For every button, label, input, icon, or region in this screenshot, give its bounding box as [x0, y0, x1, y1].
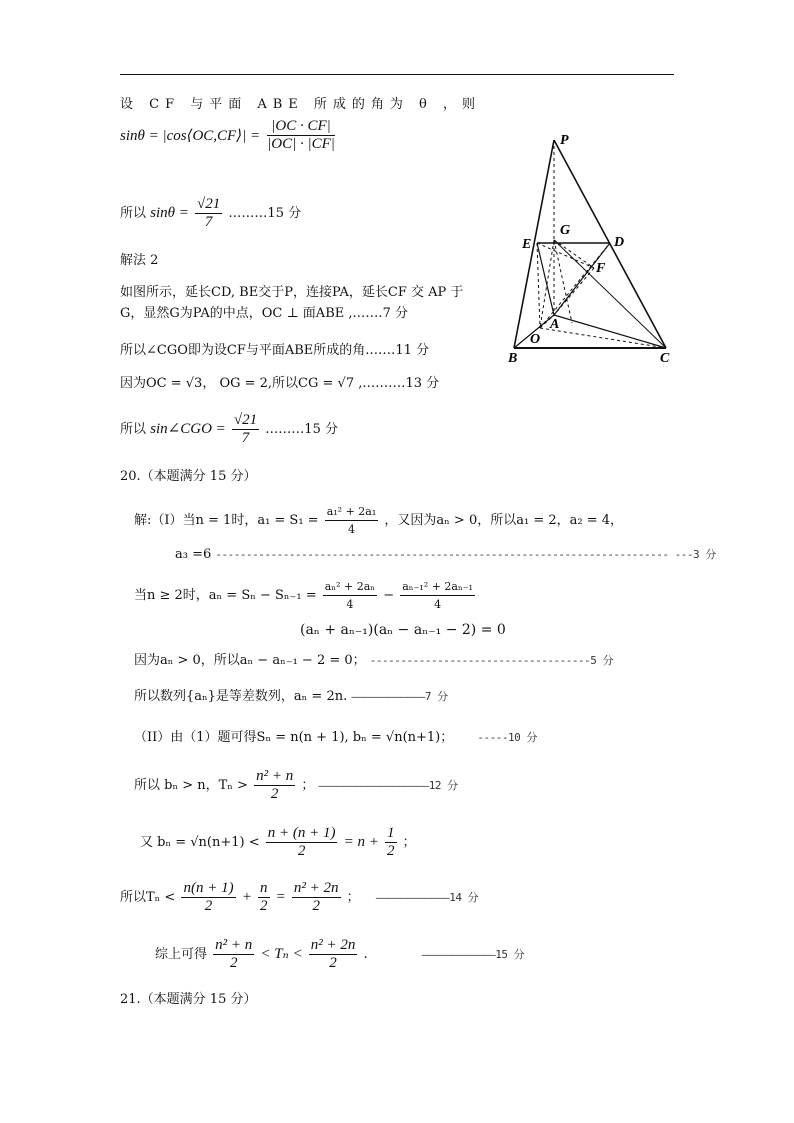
geometry-figure — [500, 128, 680, 368]
p20-p2l3-a: 又 bₙ = √n(n+1) < — [140, 835, 260, 850]
p20-part1-line2 — [175, 547, 716, 563]
p20-p2l4-num2: n — [260, 880, 268, 896]
p20-p2l4-plus: + — [241, 889, 252, 905]
angle-definition-line: 设 CF 与平面 ABE 所成的角为 θ ，则 — [120, 97, 482, 112]
p20-l2-text: a₃ =6 — [175, 547, 212, 562]
result-prefix: 所以 — [120, 206, 147, 221]
p20-l1-a: 解:（I）当n = 1时，a₁ = S₁ = — [134, 513, 319, 528]
p20-p2l5-num1: n² + n — [215, 937, 253, 953]
method2-result — [120, 412, 338, 447]
p20-p2l5-frac2 — [309, 937, 358, 972]
p20-p2l5-mid: < Tₙ < — [260, 946, 303, 962]
method2-line2: G，显然G为PA的中点，OC ⊥ 面ABE ,.……7 分 — [120, 306, 409, 321]
method2-result-score: ………15 分 — [265, 422, 338, 437]
p20-p2l2-frac — [254, 768, 295, 803]
edge-GO — [540, 240, 554, 328]
label-A: A — [550, 317, 560, 332]
p20-l1-b: ，又因为aₙ > 0，所以a₁ = 2，a₂ = 4， — [384, 513, 624, 528]
p20-l3-minus: − — [383, 588, 395, 603]
label-G: G — [560, 223, 571, 238]
p20-l3-frac1 — [323, 578, 377, 613]
p20-p2l4-den3: 2 — [312, 898, 320, 914]
edge-EF — [537, 243, 594, 268]
p20-p2l3-num2: 1 — [387, 825, 395, 841]
p20-p2l5-num2: n² + 2n — [310, 937, 356, 953]
p20-p2l4-a: 所以Tₙ < — [120, 890, 176, 905]
result-numerator: √21 — [197, 196, 221, 212]
p20-p2l4-dash: ————————————14 分 — [375, 891, 479, 904]
p20-part1-line1 — [134, 503, 623, 538]
formula-fraction — [267, 118, 335, 153]
edge-GA — [554, 240, 572, 323]
method2-result-fraction — [232, 412, 259, 447]
p20-part1-line5 — [134, 653, 613, 669]
result-fraction — [195, 196, 222, 231]
label-P: P — [560, 133, 569, 148]
method2-line1: 如图所示，延长CD, BE交于P，连接PA，延长CF 交 AP 于 — [120, 285, 464, 300]
p20-p2l2-den: 2 — [270, 786, 279, 802]
method2-result-prefix: 所以 — [120, 422, 147, 437]
formula-numerator: |OC · CF| — [267, 118, 335, 136]
method2-title: 解法 2 — [120, 253, 159, 268]
p20-l1-num: a₁² + 2a₁ — [325, 503, 379, 521]
formula-lhs: sinθ = |cos⟨OC,CF⟩| = — [120, 128, 261, 144]
label-D: D — [614, 235, 625, 250]
p20-part2-line4 — [120, 880, 478, 915]
label-B: B — [508, 351, 518, 366]
p20-p2l5-a: 综上可得 — [155, 947, 208, 962]
p20-l3-frac2 — [400, 578, 475, 613]
p20-part2-line2 — [134, 768, 458, 803]
p20-p2l2-b: ； — [301, 778, 315, 793]
p20-part1-line3 — [134, 578, 477, 613]
result-fn: sinθ = — [150, 205, 189, 221]
p20-p2l5-b: . — [363, 947, 368, 962]
sin-theta-result — [120, 196, 301, 231]
result-denominator: 7 — [204, 214, 213, 230]
p20-l5-text: 因为aₙ > 0，所以aₙ − aₙ₋₁ − 2 = 0； — [134, 653, 366, 668]
p20-part1-line6 — [134, 689, 448, 705]
p20-p2l4-frac1 — [181, 880, 235, 915]
p20-p2l2-dash: ——————————————————12 分 — [318, 779, 458, 792]
edge-GF — [554, 240, 594, 268]
p20-p2l1-text: （II）由（1）题可得Sₙ = n(n + 1), bₙ = √n(n+1)； — [134, 730, 454, 745]
p20-l3-num2: aₙ₋₁² + 2aₙ₋₁ — [400, 578, 475, 596]
method2-line3: 所以∠CGO即为设CF与平面ABE所成的角.……11 分 — [120, 343, 430, 358]
p20-l3-den1: 4 — [346, 598, 354, 611]
method2-result-denominator: 7 — [241, 430, 250, 446]
p20-p2l4-num1: n(n + 1) — [183, 880, 234, 896]
p20-l1-fraction — [325, 503, 379, 538]
p20-part2-line5 — [155, 937, 524, 972]
p20-p2l2-num: n² + n — [256, 768, 294, 784]
result-score: ………15 分 — [228, 206, 302, 221]
p20-part2-line1 — [134, 730, 537, 746]
method2-result-numerator: √21 — [233, 412, 258, 428]
label-F: F — [596, 261, 606, 276]
p20-p2l3-frac2 — [385, 825, 397, 860]
p20-l1-den: 4 — [348, 523, 355, 536]
p20-p2l3-frac1 — [266, 825, 338, 860]
problem-20-header: 20.（本题满分 15 分） — [120, 469, 257, 484]
p20-l6-text: 所以数列{aₙ}是等差数列，aₙ = 2n. — [134, 689, 348, 704]
p20-p2l4-eq: = — [275, 889, 286, 905]
label-O: O — [530, 332, 541, 347]
p20-p2l5-dash: ————————————15 分 — [421, 948, 525, 961]
p20-l3-num1: aₙ² + 2aₙ — [323, 578, 377, 596]
p20-p2l1-dash: -----10 分 — [477, 731, 537, 744]
p20-p2l5-den2: 2 — [329, 955, 337, 971]
p20-l2-dash: -------------------------------------------------------------------------- ---3 分 — [215, 548, 716, 561]
p20-p2l4-frac2 — [258, 880, 270, 915]
formula-denominator: |OC| · |CF| — [267, 136, 335, 152]
p20-l5-dash: ------------------------------------5 分 — [369, 654, 613, 667]
p20-p2l5-frac1 — [213, 937, 254, 972]
p20-part2-line3 — [140, 825, 416, 860]
header-rule — [120, 74, 674, 75]
label-E: E — [522, 237, 532, 252]
p20-p2l3-num1: n + (n + 1) — [267, 825, 336, 841]
p20-p2l3-den2: 2 — [387, 843, 395, 859]
problem-21-header: 21.（本题满分 15 分） — [120, 992, 257, 1007]
p20-p2l4-den1: 2 — [204, 898, 213, 914]
p20-p2l2-a: 所以 bₙ > n，Tₙ > — [134, 778, 248, 793]
sin-theta-formula — [120, 118, 337, 153]
p20-l6-dash: ————————————7 分 — [351, 690, 448, 703]
label-C: C — [660, 351, 670, 366]
p20-l3-a: 当n ≥ 2时，aₙ = Sₙ − Sₙ₋₁ = — [134, 588, 317, 603]
p20-part1-line4: (aₙ + aₙ₋₁)(aₙ − aₙ₋₁ − 2) = 0 — [300, 622, 506, 638]
p20-p2l3-mid: = n + — [343, 834, 379, 850]
p20-p2l4-frac3 — [292, 880, 341, 915]
method2-result-fn: sin∠CGO = — [150, 421, 226, 437]
p20-p2l4-num3: n² + 2n — [293, 880, 339, 896]
p20-p2l3-den1: 2 — [297, 843, 306, 859]
p20-p2l3-b: ； — [402, 835, 416, 850]
p20-p2l4-b: ； — [346, 890, 360, 905]
edge-PB — [514, 140, 554, 348]
p20-p2l4-den2: 2 — [260, 898, 268, 914]
p20-l3-den2: 4 — [434, 598, 442, 611]
method2-line4: 因为OC = √3， OG = 2,所以CG = √7 ,.………13 分 — [120, 376, 440, 391]
p20-p2l5-den1: 2 — [229, 955, 238, 971]
